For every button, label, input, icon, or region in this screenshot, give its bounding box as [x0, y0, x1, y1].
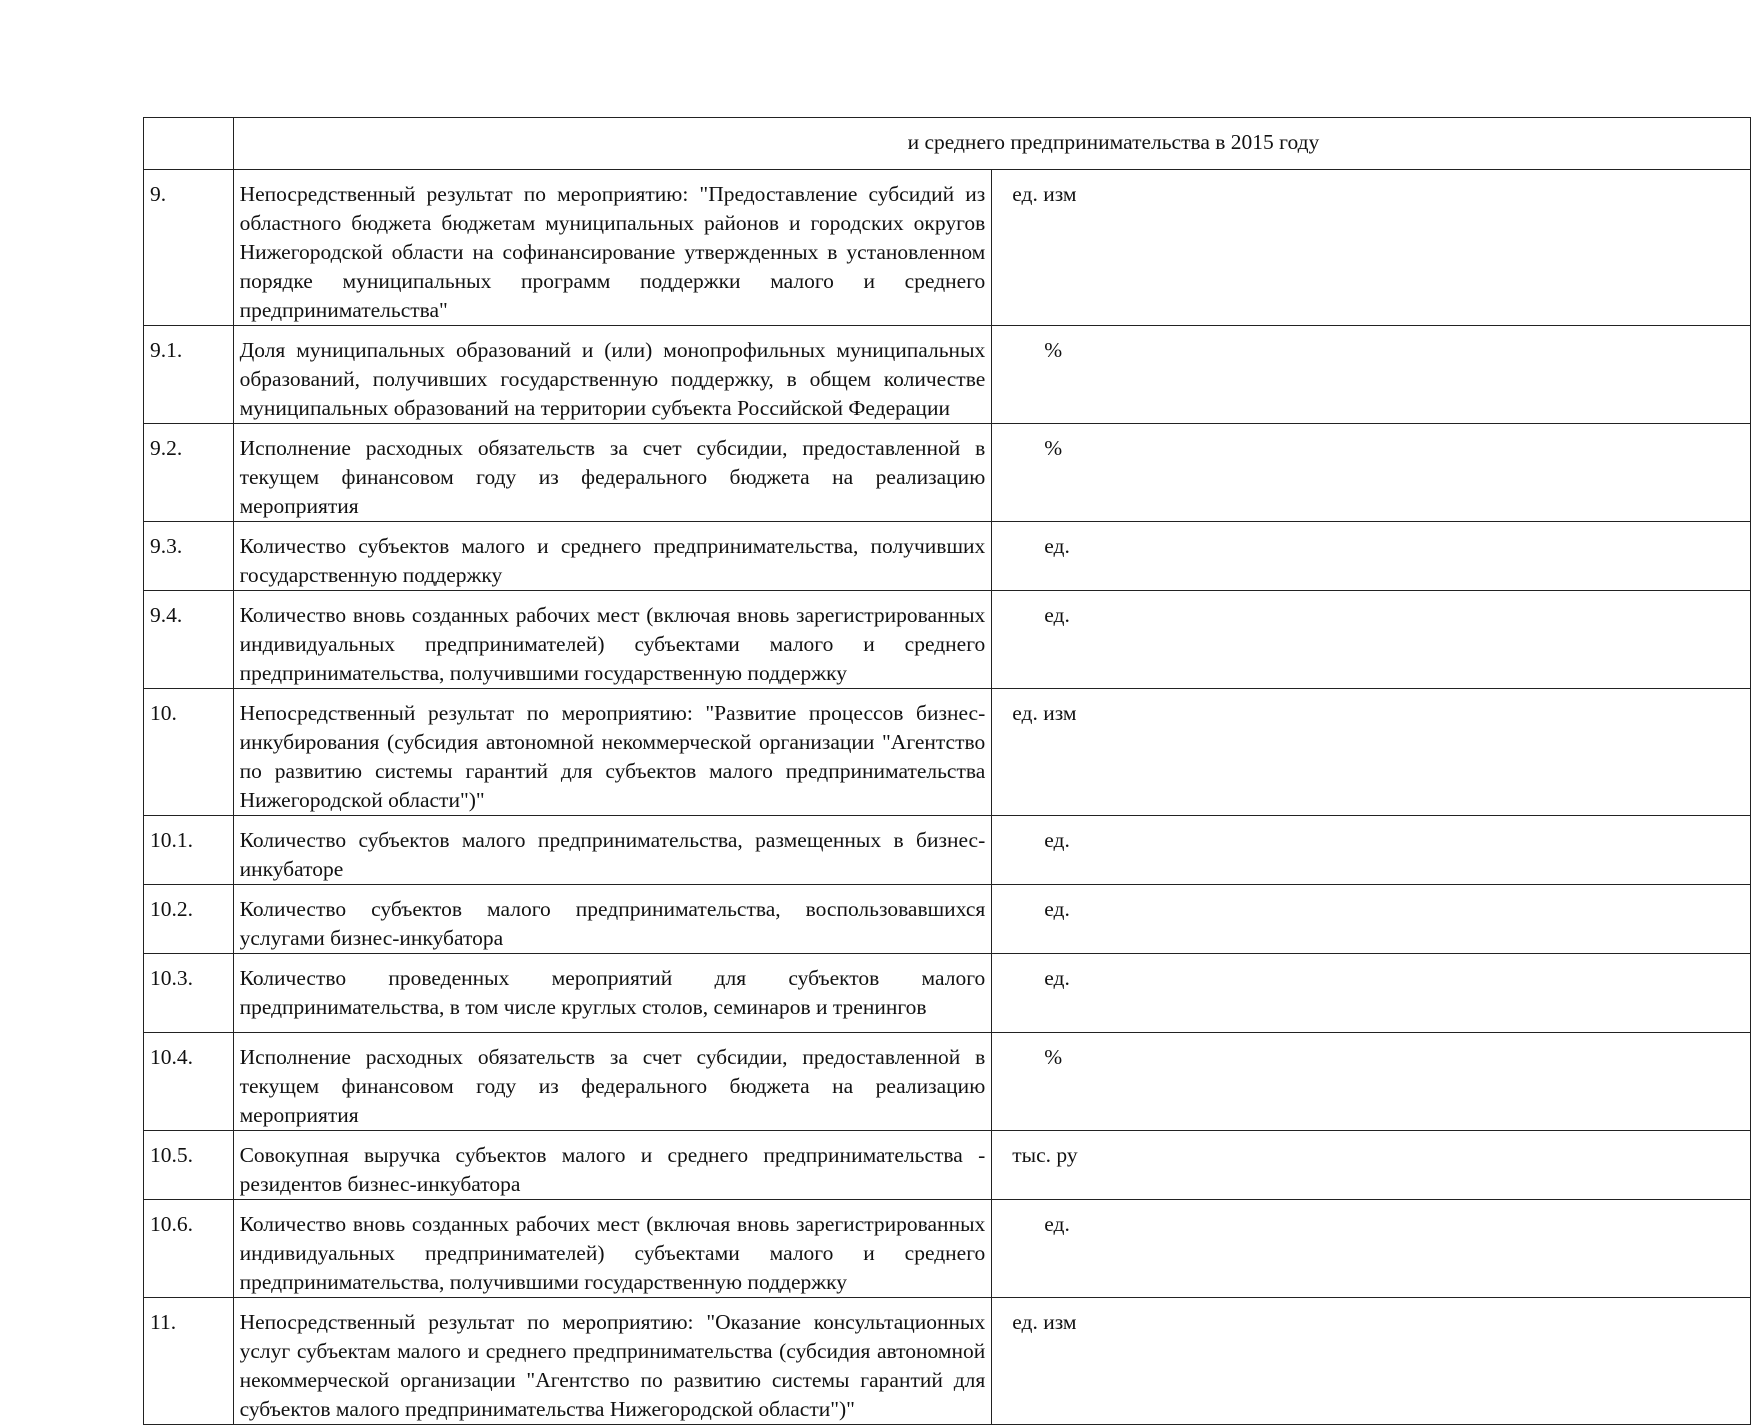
row-description: Непосредственный результат по мероприятию: "Развитие процессов бизнес-инкубирования (субсидия автономной некоммерческой организации "Агентство по развитию системы гарантий для субъектов малого предпринимательства Нижегородской области")" — [233, 689, 992, 816]
table-row — [144, 954, 1751, 1033]
table-row — [144, 1131, 1751, 1200]
row-unit: ед. — [992, 954, 1751, 1033]
row-number: 10.6. — [144, 1200, 234, 1298]
row-unit: ед. — [992, 1200, 1751, 1298]
table-row — [144, 1200, 1751, 1298]
row-unit: % — [992, 424, 1751, 522]
row-number: 9.4. — [144, 591, 234, 689]
row-number: 9.1. — [144, 326, 234, 424]
row-number: 10.1. — [144, 816, 234, 885]
row-description: Доля муниципальных образований и (или) монопрофильных муниципальных образований, получивших государственную поддержку, в общем количестве муниципальных образований на территории субъекта Российской Федерации — [233, 326, 992, 424]
table-row — [144, 591, 1751, 689]
row-number: 11. — [144, 1298, 234, 1425]
row-unit: ед. — [992, 816, 1751, 885]
table-row — [144, 326, 1751, 424]
table-row — [144, 1298, 1751, 1425]
row-number: 9.3. — [144, 522, 234, 591]
row-description: Непосредственный результат по мероприятию: "Предоставление субсидий из областного бюджета бюджетам муниципальных районов и городских округов Нижегородской области на софинансирование утвержденных в установленном порядке муниципальных программ поддержки малого и среднего предпринимательства" — [233, 170, 992, 326]
table-row — [144, 170, 1751, 326]
row-unit: % — [992, 326, 1751, 424]
row-number: 10.4. — [144, 1033, 234, 1131]
row-description: Совокупная выручка субъектов малого и среднего предпринимательства - резидентов бизнес-инкубатора — [233, 1131, 992, 1200]
row-description: Исполнение расходных обязательств за счет субсидии, предоставленной в текущем финансовом году из федерального бюджета на реализацию мероприятия — [233, 424, 992, 522]
row-number: 10.3. — [144, 954, 234, 1033]
row-description: Количество проведенных мероприятий для субъектов малого предпринимательства, в том числе круглых столов, семинаров и тренингов — [233, 954, 992, 1033]
row-unit: ед. — [992, 591, 1751, 689]
row-number: 9. — [144, 170, 234, 326]
row-number: 10.5. — [144, 1131, 234, 1200]
row-unit: % — [992, 1033, 1751, 1131]
table-row — [144, 689, 1751, 816]
row-unit: ед. — [992, 885, 1751, 954]
row-description: Непосредственный результат по мероприятию: "Оказание консультационных услуг субъектам малого и среднего предпринимательства (субсидия автономной некоммерческой организации "Агентство по развитию системы гарантий для субъектов малого предпринимательства Нижегородской области")" — [233, 1298, 992, 1425]
empty-cell — [144, 118, 234, 170]
row-description: Количество вновь созданных рабочих мест (включая вновь зарегистрированных индивидуальных предпринимателей) субъектами малого и среднего предпринимательства, получившими государственную поддержку — [233, 1200, 992, 1298]
row-description: Количество субъектов малого и среднего предпринимательства, получивших государственную поддержку — [233, 522, 992, 591]
row-number: 9.2. — [144, 424, 234, 522]
row-unit: ед. — [992, 522, 1751, 591]
row-description: Количество субъектов малого предпринимательства, воспользовавшихся услугами бизнес-инкубатора — [233, 885, 992, 954]
indicators-table — [143, 117, 1751, 1425]
row-unit: ед. изм — [992, 170, 1751, 326]
row-unit: ед. изм — [992, 1298, 1751, 1425]
row-unit: ед. изм — [992, 689, 1751, 816]
table-row — [144, 424, 1751, 522]
row-unit: тыс. ру — [992, 1131, 1751, 1200]
row-description: Исполнение расходных обязательств за счет субсидии, предоставленной в текущем финансовом году из федерального бюджета на реализацию мероприятия — [233, 1033, 992, 1131]
table-header-row — [144, 118, 1751, 170]
row-description: Количество вновь созданных рабочих мест (включая вновь зарегистрированных индивидуальных предпринимателей) субъектами малого и среднего предпринимательства, получившими государственную поддержку — [233, 591, 992, 689]
header-text: и среднего предпринимательства в 2015 году — [233, 118, 1750, 170]
row-description: Количество субъектов малого предпринимательства, размещенных в бизнес-инкубаторе — [233, 816, 992, 885]
table-row — [144, 885, 1751, 954]
table-row — [144, 1033, 1751, 1131]
row-number: 10.2. — [144, 885, 234, 954]
row-number: 10. — [144, 689, 234, 816]
table-row — [144, 522, 1751, 591]
table-row — [144, 816, 1751, 885]
